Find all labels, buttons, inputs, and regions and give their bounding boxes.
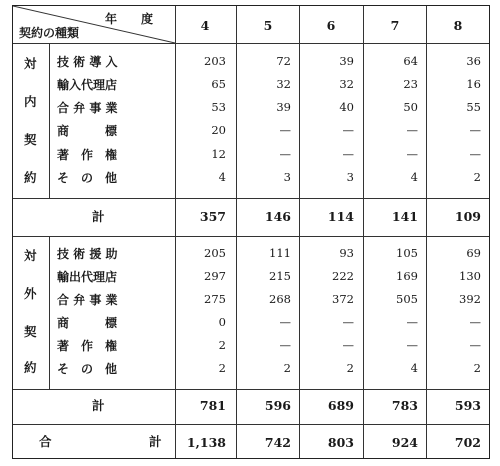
table-cell: 268: [269, 292, 291, 306]
grand-total-label-left: 合: [39, 434, 52, 449]
year7-column-rule: [363, 6, 364, 458]
table-cell: 36: [466, 54, 481, 68]
table-cell: —: [469, 147, 481, 161]
grand-total-cell: 742: [264, 435, 291, 450]
table-cell: 111: [269, 246, 291, 260]
inbound-side-char: 契: [24, 132, 37, 147]
subtotal-cell: 781: [199, 398, 226, 413]
table-cell: —: [406, 147, 418, 161]
table-cell: 0: [218, 315, 226, 329]
subtotal-cell: 109: [454, 209, 481, 224]
grand-total-cell: 803: [327, 435, 354, 450]
table-cell: 50: [403, 100, 418, 114]
inbound-side-char: 約: [24, 170, 37, 185]
inbound-side-char: 内: [24, 94, 37, 109]
row-label: 技 術 援 助: [57, 247, 118, 261]
table-cell: 392: [459, 292, 481, 306]
subtotal-cell: 114: [327, 209, 354, 224]
table-cell: 222: [332, 269, 354, 283]
subtotal-cell: 783: [391, 398, 418, 413]
table-cell: 2: [473, 170, 481, 184]
outbound-side-char: 契: [24, 324, 37, 339]
table-cell: 2: [218, 338, 226, 352]
inbound-side-rule: [49, 43, 50, 198]
table-cell: 205: [204, 246, 226, 260]
grand-total-cell: 924: [391, 435, 418, 450]
table-cell: —: [406, 315, 418, 329]
table-cell: 275: [204, 292, 226, 306]
row-label: 合 弁 事 業: [57, 101, 118, 115]
row-label: そ の 他: [57, 171, 118, 185]
row-label: そ の 他: [57, 362, 118, 376]
contract-table: [12, 5, 490, 459]
row-label: 商 標: [57, 124, 118, 138]
table-cell: —: [342, 338, 354, 352]
header-year-label: 年 度: [105, 12, 154, 26]
table-cell: 105: [396, 246, 418, 260]
outbound-subtotal-label: 計: [92, 398, 105, 413]
year-header: 6: [326, 18, 336, 33]
table-cell: 4: [218, 170, 226, 184]
inbound-subtotal-label: 計: [92, 209, 105, 224]
table-cell: —: [279, 147, 291, 161]
table-cell: 72: [276, 54, 291, 68]
row-label: 合 弁 事 業: [57, 293, 118, 307]
outbound-side-char: 対: [24, 248, 37, 263]
table-cell: 2: [283, 361, 291, 375]
row-label: 著 作 権: [57, 148, 118, 162]
year-header: 7: [390, 18, 400, 33]
table-cell: 130: [459, 269, 481, 283]
table-cell: —: [469, 123, 481, 137]
table-cell: 53: [211, 100, 226, 114]
year-header: 8: [453, 18, 463, 33]
table-cell: 55: [466, 100, 481, 114]
table-cell: —: [342, 123, 354, 137]
table-cell: —: [406, 123, 418, 137]
header-contract-type-label: 契約の種類: [19, 26, 80, 40]
row-label: 技 術 導 入: [57, 55, 118, 69]
year5-column-rule: [236, 6, 237, 458]
outbound-subtotal-rule: [13, 424, 489, 425]
subtotal-cell: 689: [327, 398, 354, 413]
table-cell: 3: [346, 170, 354, 184]
subtotal-cell: 141: [391, 209, 418, 224]
table-cell: —: [469, 338, 481, 352]
table-cell: 69: [466, 246, 481, 260]
table-cell: —: [279, 315, 291, 329]
outbound-side-char: 約: [24, 360, 37, 375]
subtotal-cell: 357: [199, 209, 226, 224]
table-cell: 203: [204, 54, 226, 68]
table-cell: 65: [211, 77, 226, 91]
inbound-rule: [13, 198, 489, 199]
table-cell: 93: [339, 246, 354, 260]
table-cell: 4: [410, 361, 418, 375]
subtotal-cell: 596: [264, 398, 291, 413]
table-cell: 39: [339, 54, 354, 68]
year-header: 5: [263, 18, 273, 33]
table-cell: 215: [269, 269, 291, 283]
inbound-subtotal-rule: [13, 236, 489, 237]
row-label: 輸入代理店: [57, 78, 118, 92]
table-cell: 2: [346, 361, 354, 375]
table-cell: 12: [211, 147, 226, 161]
table-cell: 4: [410, 170, 418, 184]
grand-total-cell: 1,138: [186, 435, 226, 450]
table-cell: 32: [339, 77, 354, 91]
year-header: 4: [200, 18, 210, 33]
year6-column-rule: [299, 6, 300, 458]
table-cell: 20: [211, 123, 226, 137]
label-column-rule: [175, 6, 176, 458]
table-cell: 505: [396, 292, 418, 306]
table-cell: 40: [339, 100, 354, 114]
table-cell: —: [279, 123, 291, 137]
year8-column-rule: [426, 6, 427, 458]
row-label: 著 作 権: [57, 339, 118, 353]
grand-total-cell: 702: [454, 435, 481, 450]
table-cell: 16: [466, 77, 481, 91]
table-cell: 2: [473, 361, 481, 375]
table-cell: 2: [218, 361, 226, 375]
table-cell: 169: [396, 269, 418, 283]
row-label: 商 標: [57, 316, 118, 330]
outbound-side-char: 外: [24, 286, 37, 301]
table-cell: 372: [332, 292, 354, 306]
table-cell: 32: [276, 77, 291, 91]
inbound-side-char: 対: [24, 56, 37, 71]
table-cell: —: [279, 338, 291, 352]
outbound-rule: [13, 389, 489, 390]
row-label: 輸出代理店: [57, 270, 118, 284]
table-cell: —: [406, 338, 418, 352]
table-cell: —: [342, 315, 354, 329]
subtotal-cell: 146: [264, 209, 291, 224]
table-cell: —: [342, 147, 354, 161]
table-cell: 39: [276, 100, 291, 114]
table-cell: 23: [403, 77, 418, 91]
table-cell: 3: [283, 170, 291, 184]
subtotal-cell: 593: [454, 398, 481, 413]
outbound-side-rule: [49, 236, 50, 389]
table-cell: 297: [204, 269, 226, 283]
table-cell: —: [469, 315, 481, 329]
table-cell: 64: [403, 54, 418, 68]
grand-total-label-right: 計: [149, 434, 162, 449]
